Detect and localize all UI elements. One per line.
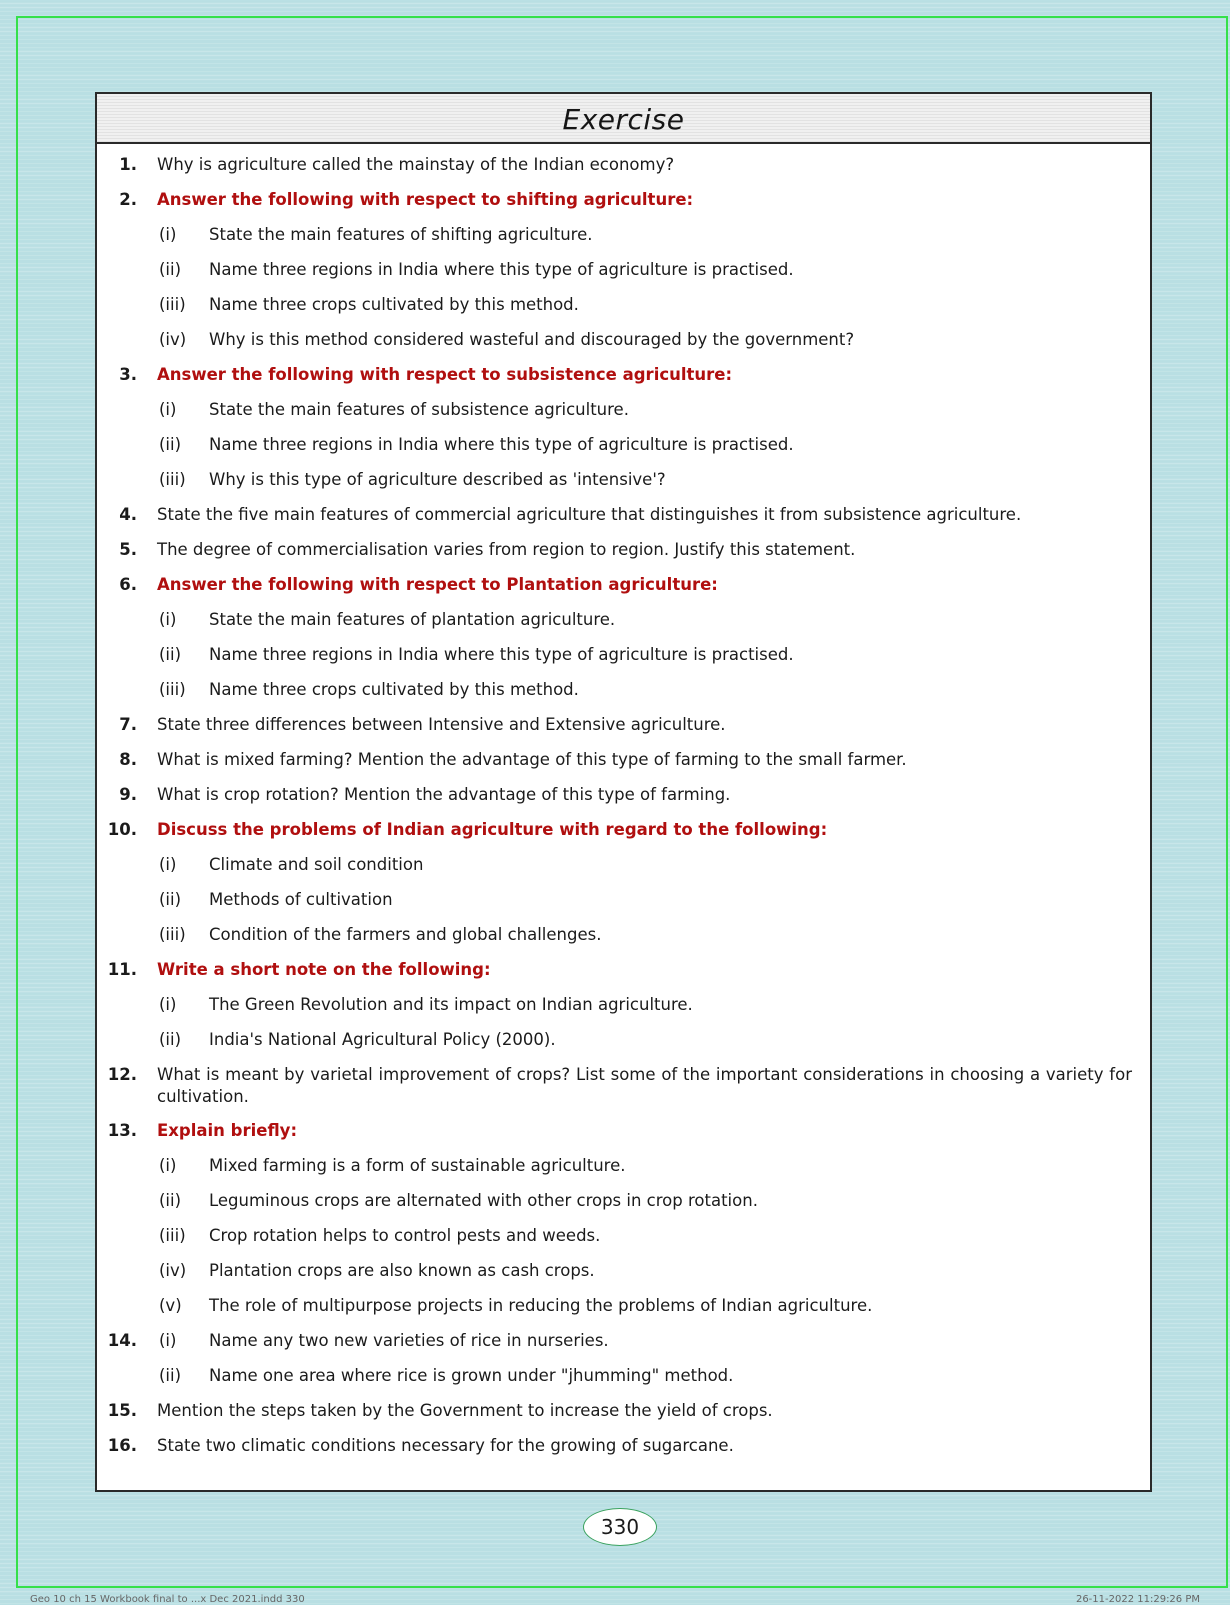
sub-question-item: [97, 1253, 1154, 1289]
question-item: [97, 742, 1154, 778]
sub-question-text: Name three crops cultivated by this method.: [209, 680, 579, 699]
sub-question-text: Why is this method considered wasteful and discouraged by the government?: [209, 330, 855, 349]
question-item: [97, 1428, 1154, 1464]
sub-question-text: The role of multipurpose projects in reducing the problems of Indian agriculture.: [209, 1296, 873, 1315]
question-item: [97, 567, 1154, 603]
sub-question-label: (ii): [159, 645, 182, 664]
sub-question-label: (v): [159, 1296, 182, 1315]
sub-question-label: (iii): [159, 470, 186, 489]
question-item: [97, 182, 1154, 218]
sub-question-item: [97, 637, 1154, 673]
sub-question-item: [97, 392, 1154, 428]
sub-question-item: [97, 217, 1154, 253]
sub-question-text: Name any two new varieties of rice in nurseries.: [209, 1331, 609, 1350]
question-heading: Answer the following with respect to Plantation agriculture:: [157, 575, 718, 594]
sub-question-text: Plantation crops are also known as cash crops.: [209, 1261, 595, 1280]
sub-question-label: (iii): [159, 680, 186, 699]
sub-question-item: [97, 1288, 1154, 1324]
sub-question-label: (iii): [159, 295, 186, 314]
sub-question-label: (ii): [159, 890, 182, 909]
sub-question-item: [97, 1358, 1154, 1394]
sub-question-text: Condition of the farmers and global challenges.: [209, 925, 602, 944]
sub-question-item: [97, 1183, 1154, 1219]
sub-question-text: Crop rotation helps to control pests and weeds.: [209, 1226, 601, 1245]
question-item: [97, 812, 1154, 848]
footer-file-info: Geo 10 ch 15 Workbook final to ...x Dec 2021.indd 330: [30, 1594, 305, 1605]
sub-question-label: (iv): [159, 1261, 187, 1280]
sub-question-label: (iii): [159, 1226, 186, 1245]
sub-question-text: Climate and soil condition: [209, 855, 424, 874]
sub-question-label: (ii): [159, 260, 182, 279]
sub-question-text: The Green Revolution and its impact on Indian agriculture.: [209, 995, 693, 1014]
sub-question-item: [97, 322, 1154, 358]
sub-question-item: [97, 427, 1154, 463]
question-item: [97, 147, 1154, 183]
sub-question-text: Name three regions in India where this type of agriculture is practised.: [209, 260, 794, 279]
question-item: [97, 1113, 1154, 1149]
sub-question-label: (iv): [159, 330, 187, 349]
sub-question-label: (i): [159, 995, 177, 1014]
sub-question-item: [97, 987, 1154, 1023]
question-text: The degree of commercialisation varies from region to region. Justify this statement.: [157, 540, 856, 559]
sub-question-label: (i): [159, 225, 177, 244]
sub-question-text: State the main features of subsistence agriculture.: [209, 400, 629, 419]
question-number: 15.: [107, 1401, 137, 1420]
sub-question-item: [97, 462, 1154, 498]
question-number: 3.: [119, 365, 137, 384]
sub-question-text: Name one area where rice is grown under "jhumming" method.: [209, 1366, 734, 1385]
sub-question-label: (ii): [159, 1030, 182, 1049]
sub-question-item: [97, 847, 1154, 883]
question-text: Mention the steps taken by the Government to increase the yield of crops.: [157, 1401, 773, 1420]
question-item: [97, 357, 1154, 393]
question-number: 12.: [107, 1065, 137, 1084]
sub-question-text: Leguminous crops are alternated with other crops in crop rotation.: [209, 1191, 758, 1210]
question-number: 4.: [119, 505, 137, 524]
page-title: Exercise: [562, 103, 685, 136]
question-number: 7.: [119, 715, 137, 734]
question-text: What is meant by varietal improvement of crops? List some of the important considerations in choosing a variety for cultivation.: [157, 1065, 1132, 1106]
sub-question-text: State the main features of plantation agriculture.: [209, 610, 616, 629]
question-text: State the five main features of commercial agriculture that distinguishes it from subsistence agriculture.: [157, 505, 1022, 524]
question-number: 13.: [107, 1121, 137, 1140]
question-text: State two climatic conditions necessary for the growing of sugarcane.: [157, 1436, 734, 1455]
sub-question-text: Methods of cultivation: [209, 890, 393, 909]
question-number: 16.: [107, 1436, 137, 1455]
question-number: 2.: [119, 190, 137, 209]
question-text: Why is agriculture called the mainstay of the Indian economy?: [157, 155, 675, 174]
sub-question-item: [97, 1218, 1154, 1254]
question-item: [97, 707, 1154, 743]
question-item: [97, 777, 1154, 813]
footer-timestamp: 26-11-2022 11:29:26 PM: [1075, 1594, 1200, 1605]
question-number: 11.: [107, 960, 137, 979]
question-heading: Discuss the problems of Indian agriculture with regard to the following:: [157, 820, 828, 839]
sub-question-text: Name three regions in India where this type of agriculture is practised.: [209, 435, 794, 454]
sub-question-text: Name three regions in India where this type of agriculture is practised.: [209, 645, 794, 664]
sub-question-label: (i): [159, 610, 177, 629]
question-heading: Answer the following with respect to shifting agriculture:: [157, 190, 694, 209]
sub-question-text: Name three crops cultivated by this method.: [209, 295, 579, 314]
question-number: 10.: [107, 820, 137, 839]
question-item: [97, 952, 1154, 988]
question-number: 8.: [119, 750, 137, 769]
sub-question-label: (i): [159, 1331, 177, 1350]
sub-question-text: State the main features of shifting agriculture.: [209, 225, 593, 244]
sub-question-text: Why is this type of agriculture described as 'intensive'?: [209, 470, 666, 489]
question-number: 9.: [119, 785, 137, 804]
question-heading: Answer the following with respect to subsistence agriculture:: [157, 365, 733, 384]
question-number: 5.: [119, 540, 137, 559]
question-text: What is crop rotation? Mention the advantage of this type of farming.: [157, 785, 731, 804]
sub-question-label: (i): [159, 1156, 177, 1175]
question-number: 14.: [107, 1331, 137, 1350]
question-item: [97, 497, 1154, 533]
question-item: [97, 532, 1154, 568]
sub-question-item: [97, 1148, 1154, 1184]
sub-question-item: [97, 602, 1154, 638]
sub-question-item: [97, 1022, 1154, 1058]
question-text: What is mixed farming? Mention the advantage of this type of farming to the small farmer.: [157, 750, 907, 769]
question-heading: Write a short note on the following:: [157, 960, 491, 979]
sub-question-label: (iii): [159, 925, 186, 944]
exercise-header: [97, 94, 1150, 144]
sub-question-text: Mixed farming is a form of sustainable agriculture.: [209, 1156, 626, 1175]
question-item: [97, 1323, 1154, 1359]
sub-question-label: (ii): [159, 1366, 182, 1385]
sub-question-label: (ii): [159, 1191, 182, 1210]
sub-question-label: (i): [159, 855, 177, 874]
exercise-panel: [95, 92, 1152, 1492]
question-heading: Explain briefly:: [157, 1121, 298, 1140]
sub-question-item: [97, 287, 1154, 323]
page-number-badge: 330: [583, 1508, 657, 1546]
sub-question-label: (ii): [159, 435, 182, 454]
sub-question-item: [97, 882, 1154, 918]
sub-question-item: [97, 672, 1154, 708]
sub-question-label: (i): [159, 400, 177, 419]
sub-question-item: [97, 917, 1154, 953]
question-item: [97, 1393, 1154, 1429]
question-number: 1.: [119, 155, 137, 174]
question-number: 6.: [119, 575, 137, 594]
sub-question-text: India's National Agricultural Policy (2000).: [209, 1030, 556, 1049]
question-item: [97, 1057, 1154, 1113]
sub-question-item: [97, 252, 1154, 288]
question-text: State three differences between Intensive and Extensive agriculture.: [157, 715, 726, 734]
